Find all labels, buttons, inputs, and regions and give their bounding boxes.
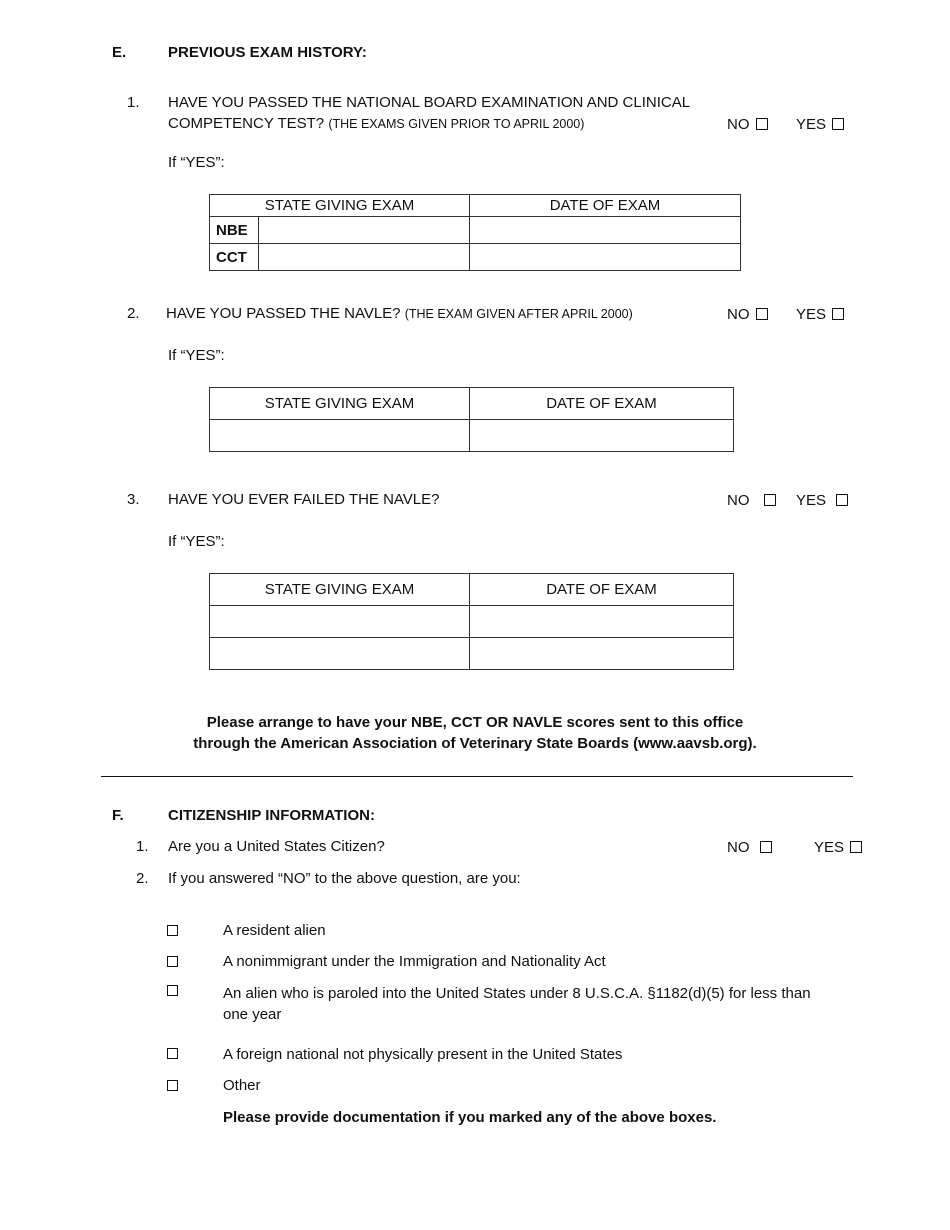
f-q1-number: 1. bbox=[136, 838, 149, 855]
q2-yes-option bbox=[796, 306, 844, 323]
q3-no-option bbox=[727, 492, 776, 509]
q3-state-cell-2[interactable] bbox=[210, 638, 470, 670]
q3-col-state-header: STATE GIVING EXAM bbox=[210, 574, 470, 606]
q1-yes-checkbox[interactable] bbox=[832, 118, 844, 130]
q2-ifyes-label: If “YES”: bbox=[168, 347, 225, 364]
q3-no-checkbox[interactable] bbox=[764, 494, 776, 506]
f-q1-yes-label: YES bbox=[814, 839, 845, 856]
q2-no-label: NO bbox=[727, 306, 750, 323]
q2-note: (THE EXAM GIVEN AFTER APRIL 2000) bbox=[404, 307, 633, 321]
q3-yes-checkbox[interactable] bbox=[836, 494, 848, 506]
q2-col-date-header: DATE OF EXAM bbox=[470, 388, 734, 420]
scores-notice-line2: through the American Association of Veterinary State Boards (www.aavsb.org). bbox=[193, 735, 757, 752]
q3-ifyes-label: If “YES”: bbox=[168, 533, 225, 550]
option-other-checkbox[interactable] bbox=[167, 1080, 178, 1091]
q2-number: 2. bbox=[127, 305, 140, 322]
q2-yes-checkbox[interactable] bbox=[832, 308, 844, 320]
q2-question bbox=[166, 305, 633, 322]
q2-exam-table bbox=[209, 387, 734, 452]
q3-no-label: NO bbox=[727, 492, 750, 509]
option-resident-alien-checkbox[interactable] bbox=[167, 925, 178, 936]
q3-text: HAVE YOU EVER FAILED THE NAVLE? bbox=[168, 491, 440, 508]
section-f-letter: F. bbox=[112, 807, 124, 824]
f-q1-text: Are you a United States Citizen? bbox=[168, 838, 385, 855]
q1-yes-label: YES bbox=[796, 116, 827, 133]
q2-no-checkbox[interactable] bbox=[756, 308, 768, 320]
q3-date-cell-1[interactable] bbox=[470, 606, 734, 638]
q2-date-cell[interactable] bbox=[470, 420, 734, 452]
q1-yes-option bbox=[796, 116, 844, 133]
q2-col-state-header: STATE GIVING EXAM bbox=[210, 388, 470, 420]
q2-yes-label: YES bbox=[796, 306, 827, 323]
option-paroled-alien-line1: An alien who is paroled into the United States under 8 U.S.C.A. §1182(d)(5) for less than bbox=[223, 985, 811, 1002]
q3-col-date-header: DATE OF EXAM bbox=[470, 574, 734, 606]
q3-date-cell-2[interactable] bbox=[470, 638, 734, 670]
option-paroled-alien-line2: one year bbox=[223, 1006, 282, 1023]
section-e-letter: E. bbox=[112, 44, 127, 61]
option-other-label: Other bbox=[223, 1077, 261, 1094]
option-paroled-alien-label bbox=[223, 983, 863, 1025]
option-resident-alien-label: A resident alien bbox=[223, 922, 326, 939]
scores-notice bbox=[0, 712, 950, 754]
q1-line2: COMPETENCY TEST? bbox=[168, 115, 325, 132]
q2-state-cell[interactable] bbox=[210, 420, 470, 452]
q1-no-label: NO bbox=[727, 116, 750, 133]
q1-note: (THE EXAMS GIVEN PRIOR TO APRIL 2000) bbox=[328, 117, 585, 131]
f-q1-no-label: NO bbox=[727, 839, 750, 856]
f-q1-yes-checkbox[interactable] bbox=[850, 841, 862, 853]
option-nonimmigrant-label: A nonimmigrant under the Immigration and Nationality Act bbox=[223, 953, 606, 970]
f-q1-no-checkbox[interactable] bbox=[760, 841, 772, 853]
scores-notice-line1: Please arrange to have your NBE, CCT OR NAVLE scores sent to this office bbox=[206, 714, 744, 731]
q1-col-state-header: STATE GIVING EXAM bbox=[210, 195, 470, 217]
option-nonimmigrant-checkbox[interactable] bbox=[167, 956, 178, 967]
q1-no-option bbox=[727, 116, 768, 133]
f-q2-text: If you answered “NO” to the above question, are you: bbox=[168, 870, 521, 887]
q1-no-checkbox[interactable] bbox=[756, 118, 768, 130]
q1-row-cct-label: CCT bbox=[210, 244, 259, 271]
q3-number: 3. bbox=[127, 491, 140, 508]
q1-nbe-date-cell[interactable] bbox=[470, 217, 741, 244]
q3-yes-option bbox=[796, 492, 848, 509]
q1-row-nbe-label: NBE bbox=[210, 217, 259, 244]
q3-state-cell-1[interactable] bbox=[210, 606, 470, 638]
q1-exam-table bbox=[209, 194, 741, 271]
q2-no-option bbox=[727, 306, 768, 323]
f-q2-number: 2. bbox=[136, 870, 149, 887]
q3-yes-label: YES bbox=[796, 492, 827, 509]
section-divider bbox=[101, 776, 853, 777]
q3-exam-table bbox=[209, 573, 734, 670]
option-foreign-national-label: A foreign national not physically present in the United States bbox=[223, 1046, 623, 1063]
option-foreign-national-checkbox[interactable] bbox=[167, 1048, 178, 1059]
option-paroled-alien-checkbox[interactable] bbox=[167, 985, 178, 996]
q1-line1: HAVE YOU PASSED THE NATIONAL BOARD EXAMINATION AND CLINICAL bbox=[168, 94, 691, 111]
q1-cct-state-cell[interactable] bbox=[259, 244, 470, 271]
q2-text: HAVE YOU PASSED THE NAVLE? bbox=[166, 305, 401, 322]
q1-cct-date-cell[interactable] bbox=[470, 244, 741, 271]
f-q1-no-option bbox=[727, 839, 772, 856]
section-f-title: CITIZENSHIP INFORMATION: bbox=[168, 807, 375, 824]
q1-question bbox=[168, 92, 708, 135]
q1-number: 1. bbox=[127, 94, 140, 111]
q1-ifyes-label: If “YES”: bbox=[168, 154, 225, 171]
documentation-notice: Please provide documentation if you marked any of the above boxes. bbox=[223, 1109, 717, 1126]
f-q1-yes-option bbox=[814, 839, 862, 856]
q1-col-date-header: DATE OF EXAM bbox=[470, 195, 741, 217]
section-e-title: PREVIOUS EXAM HISTORY: bbox=[168, 44, 367, 61]
q1-nbe-state-cell[interactable] bbox=[259, 217, 470, 244]
